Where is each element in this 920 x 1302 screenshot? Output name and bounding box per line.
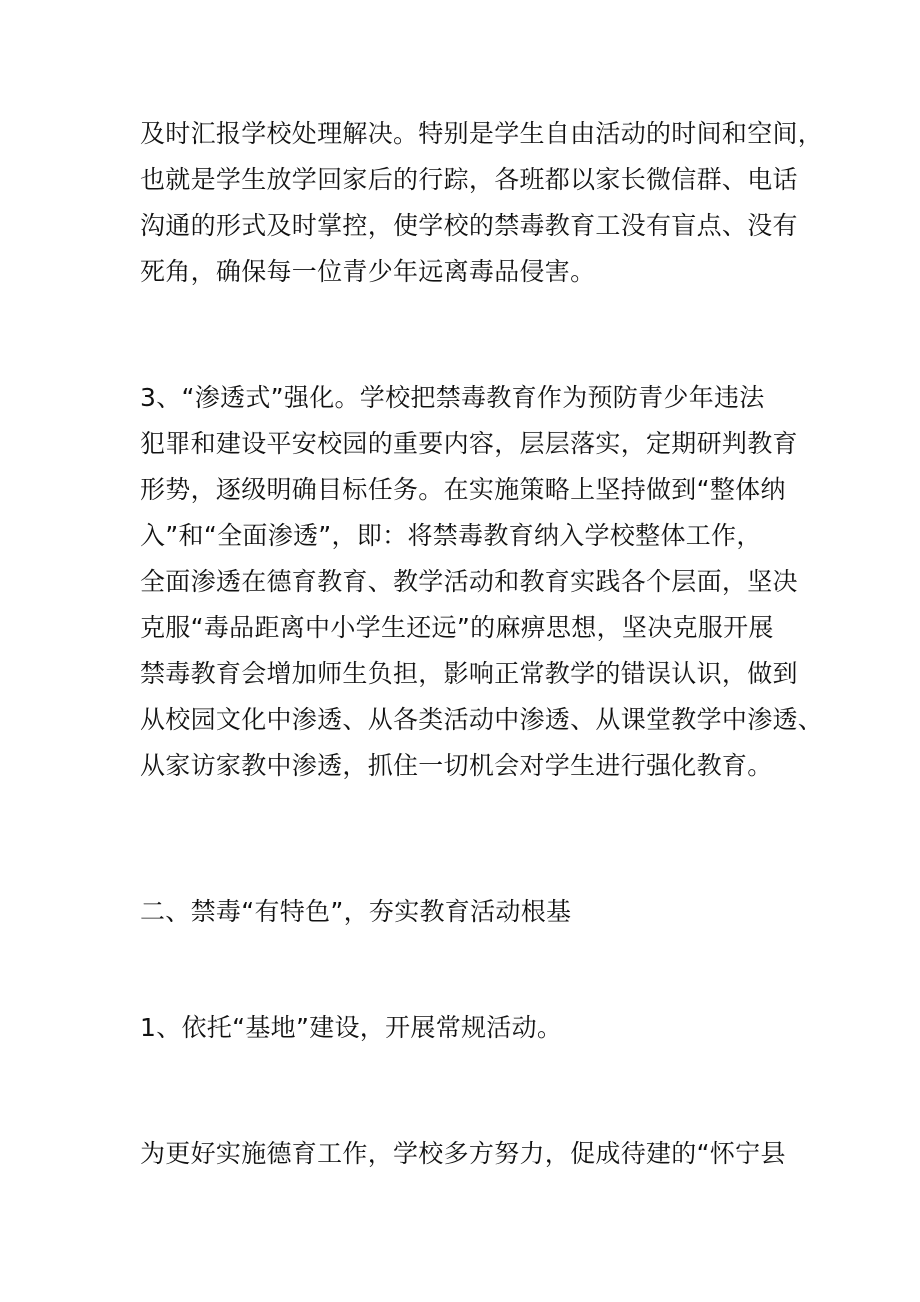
section-heading [140,889,790,935]
text-line: 从家访家教中渗透，抓住一切机会对学生进行强化教育。 [140,751,773,780]
text-line: 为更好实施德育工作，学校多方努力，促成待建的“怀宁县 [140,1139,786,1168]
paragraph-infiltration [140,375,824,789]
text-line: 全面渗透在德育教育、教学活动和教育实践各个层面，坚决 [140,567,798,596]
text-line: 也就是学生放学回家后的行踪，各班都以家长微信群、电话 [140,165,798,194]
text-line: 1、依托“基地”建设，开展常规活动。 [140,1013,563,1042]
text-line: 犯罪和建设平安校园的重要内容，层层落实，定期研判教育 [140,429,798,458]
text-line: 克服“毒品距离中小学生还远”的麻痹思想，坚决克服开展 [140,613,774,642]
text-line: 入”和“全面渗透”，即：将禁毒教育纳入学校整体工作， [140,521,762,550]
text-line: 二、禁毒“有特色”，夯实教育活动根基 [140,897,572,926]
paragraph-moral-education [140,1131,790,1177]
subsection-heading [140,1005,790,1051]
text-line: 及时汇报学校处理解决。特别是学生自由活动的时间和空间， [140,119,824,148]
paragraph-reporting [140,111,824,295]
text-line: 3、“渗透式”强化。学校把禁毒教育作为预防青少年违法 [140,383,765,412]
text-line: 形势，逐级明确目标任务。在实施策略上坚持做到“整体纳 [140,475,786,504]
text-line: 禁毒教育会增加师生负担，影响正常教学的错误认识，做到 [140,659,798,688]
text-line: 沟通的形式及时掌控，使学校的禁毒教育工没有盲点、没有 [140,211,798,240]
text-line: 从校园文化中渗透、从各类活动中渗透、从课堂教学中渗透、 [140,705,824,734]
text-line: 死角，确保每一位青少年远离毒品侵害。 [140,257,596,286]
